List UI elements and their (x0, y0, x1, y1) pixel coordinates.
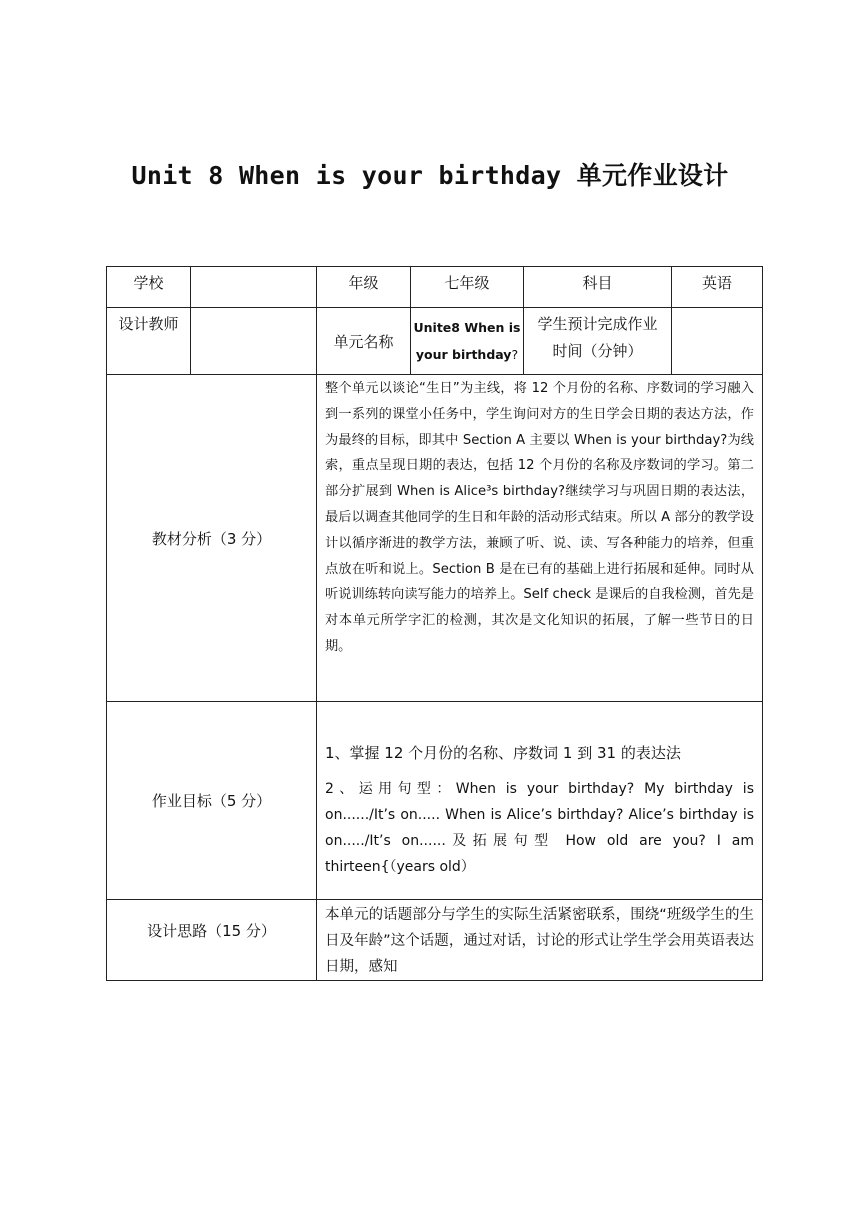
goals-label-cell (107, 702, 317, 900)
school-label: 学校 (133, 274, 164, 292)
table-row (107, 900, 763, 981)
subject-label-cell (524, 267, 672, 308)
grade-label: 年级 (348, 274, 379, 292)
homework-design-table (106, 266, 763, 981)
goals-list (317, 702, 762, 880)
goals-label: 作业目标（5 分） (151, 792, 272, 810)
design-label-cell (107, 900, 317, 981)
analysis-label-cell (107, 375, 317, 702)
goal-item-2: 2、运用句型：When is your birthday? My birthday is on....../It’s on..... When is Alice’s birthday? Alice’s birthday is on...../It’s on......及拓展句型 How old are you? I am thirteen{（years old） (325, 781, 754, 875)
subject-value-cell (672, 267, 763, 308)
unit-name-tail: ? (511, 347, 519, 362)
designer-value (191, 308, 316, 311)
unit-value-cell (411, 308, 524, 375)
designer-value-cell (191, 308, 317, 375)
analysis-label: 教材分析（3 分） (151, 529, 272, 548)
design-text-cell (317, 900, 763, 981)
design-text: 本单元的话题部分与学生的实际生活紧密联系，围绕“班级学生的生日及年龄”这个话题，通过对话，讨论的形式让学生学会用英语表达日期，感知 (325, 907, 754, 975)
goal-item-1: 1、掌握 12 个月份的名称、序数词 1 到 31 的表达法 (325, 744, 681, 762)
table-row (107, 702, 763, 900)
unit-label: 单元名称 (333, 332, 394, 351)
grade-label-cell (317, 267, 411, 308)
subject-label: 科目 (582, 274, 613, 292)
analysis-text: 整个单元以谈论“生日”为主线，将 12 个月份的名称、序数词的学习融入到一系列的课堂小任务中，学生询问对方的生日学会日期的表达方法，作为最终的目标，即其中 Section A 主要以 When is your birthday?为线索，重点呈现日期的表达，包括 12 个月份的名称及序数词的学习。第二部分扩展到 When is Alice³s birthday?继续学习与巩固日期的表达法，最后以调查其他同学的生日和年龄的活动形式结束。所以 A 部分的教学设计以循序渐进的教学方法，兼顾了听、说、读、写各种能力的培养，但重点放在听和说上。Section B 是在已有的基础上进行拓展和延伸。同时从听说训练转向读写能力的培养上。Self check 是课后的自我检测，首先是对本单元所学字汇的检测，其次是文化知识的拓展，了解一些节日的日期。 (325, 381, 754, 654)
analysis-text-cell (317, 375, 763, 702)
unit-label-cell (317, 308, 411, 375)
grade-value: 七年级 (444, 274, 490, 292)
table-row (107, 375, 763, 702)
designer-label: 设计教师 (118, 315, 179, 333)
designer-label-cell (107, 308, 191, 375)
school-label-cell (107, 267, 191, 308)
unit-name: Unite8 When is your birthday (413, 320, 521, 362)
school-value (191, 267, 316, 272)
time-value-cell (672, 308, 763, 375)
grade-value-cell (411, 267, 524, 308)
page-title: Unit 8 When is your birthday 单元作业设计 (131, 161, 729, 190)
school-value-cell (191, 267, 317, 308)
subject-value: 英语 (701, 274, 732, 292)
unit-value (411, 308, 523, 368)
time-value (672, 308, 762, 311)
time-label-cell (524, 308, 672, 375)
table-row (107, 308, 763, 375)
design-label: 设计思路（15 分） (147, 922, 276, 940)
goals-text-cell (317, 702, 763, 900)
time-label: 学生预计完成作业时间（分钟） (537, 315, 658, 360)
table-row (107, 267, 763, 308)
